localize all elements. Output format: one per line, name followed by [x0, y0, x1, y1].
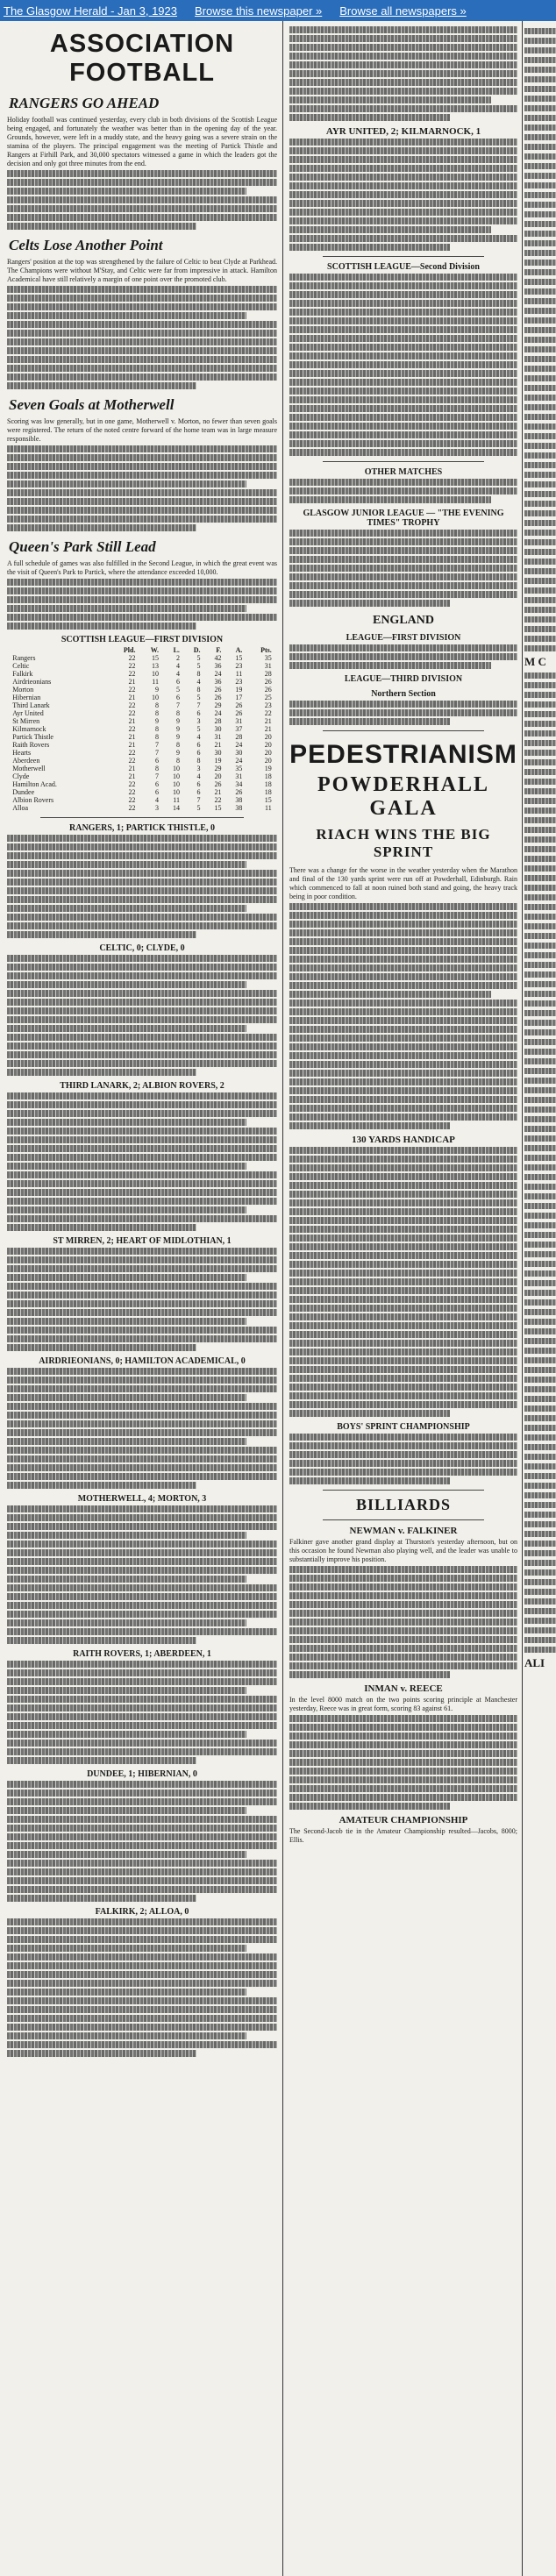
- match-report-heading: CELTIC, 0; CLYDE, 0: [99, 943, 185, 953]
- table-cell: 17: [235, 694, 243, 701]
- table-cell: 15: [214, 804, 222, 812]
- column-middle: [288, 25, 519, 2576]
- match-report-heading: RAITH ROVERS, 1; ABERDEEN, 1: [73, 1649, 211, 1659]
- subhead-queens-park: Queen's Park Still Lead: [9, 538, 156, 555]
- table-cell: 21: [128, 741, 136, 749]
- table-cell: 23: [264, 701, 272, 709]
- table-cell: 31: [235, 717, 243, 725]
- table-cell: 22: [128, 709, 136, 717]
- table-cell: 15: [151, 654, 159, 662]
- table-cell: 30: [214, 749, 222, 757]
- table-cell: 5: [196, 804, 201, 812]
- table-cell: 22: [128, 670, 136, 678]
- table-cell: Raith Rovers: [12, 741, 50, 749]
- table-cell: 19: [264, 765, 272, 772]
- table-cell: 38: [235, 804, 243, 812]
- table-cell: 21: [264, 725, 272, 733]
- table-cell: 6: [196, 741, 201, 749]
- table-cell: 22: [128, 788, 136, 796]
- table-cell: 26: [235, 788, 243, 796]
- table-cell: 26: [264, 678, 272, 686]
- table-cell: 10: [151, 670, 159, 678]
- table-row: [11, 772, 274, 780]
- table-header: A.: [235, 646, 243, 654]
- table-cell: Falkirk: [12, 670, 33, 678]
- table-cell: 35: [264, 654, 272, 662]
- match-report-heading: FALKIRK, 2; ALLOA, 0: [95, 1907, 189, 1917]
- table-cell: 30: [235, 749, 243, 757]
- table-cell: 5: [196, 654, 201, 662]
- table-cell: Alloa: [12, 804, 29, 812]
- table-cell: 22: [128, 749, 136, 757]
- table-cell: 19: [214, 757, 222, 765]
- table-cell: 4: [175, 662, 180, 670]
- match-report-heading: MOTHERWELL, 4; MORTON, 3: [77, 1494, 207, 1504]
- table-cell: 2: [175, 654, 180, 662]
- clipped-heading: M C: [524, 655, 546, 668]
- table-cell: 3: [196, 717, 201, 725]
- table-header: Pld.: [123, 646, 136, 654]
- table-cell: 20: [264, 757, 272, 765]
- table-cell: 31: [214, 733, 222, 741]
- table-cell: 9: [175, 725, 180, 733]
- table-cell: 23: [235, 662, 243, 670]
- table-row: [11, 749, 274, 757]
- league-table-title: SCOTTISH LEAGUE—FIRST DIVISION: [61, 635, 224, 644]
- table-cell: 3: [154, 804, 159, 812]
- table-cell: 9: [175, 733, 180, 741]
- table-cell: 10: [151, 694, 159, 701]
- table-cell: 22: [128, 725, 136, 733]
- table-cell: 22: [264, 709, 272, 717]
- table-cell: 22: [128, 780, 136, 788]
- subhead-seven-goals: Seven Goals at Motherwell: [9, 396, 175, 413]
- table-cell: 4: [154, 796, 159, 804]
- table-cell: 21: [128, 765, 136, 772]
- table-cell: 31: [264, 662, 272, 670]
- table-cell: 21: [128, 694, 136, 701]
- second-division-table-title: SCOTTISH LEAGUE—Second Division: [327, 262, 480, 272]
- table-cell: 14: [172, 804, 180, 812]
- headline-association-football: ASSOCIATION FOOTBALL: [49, 30, 235, 87]
- table-header: L.: [173, 646, 180, 654]
- table-cell: 18: [264, 780, 272, 788]
- table-cell: 6: [154, 757, 159, 765]
- junior-league-heading: GLASGOW JUNIOR LEAGUE — "THE EVENING TIMES" TROPHY: [303, 509, 504, 528]
- table-cell: 36: [214, 678, 222, 686]
- table-cell: 8: [175, 757, 180, 765]
- table-cell: 8: [196, 686, 201, 694]
- table-cell: 26: [214, 686, 222, 694]
- table-cell: 35: [235, 765, 243, 772]
- table-cell: 7: [154, 749, 159, 757]
- table-cell: 23: [235, 678, 243, 686]
- table-cell: 22: [128, 701, 136, 709]
- table-cell: 21: [214, 741, 222, 749]
- article-paragraph: A full schedule of games was also fulfilled in the Second League, in which the great event was the visit of Queen's Park to Partick, where the attendance exceeded 10,000.: [7, 559, 277, 576]
- article-paragraph: Falkiner gave another grand display at Thurston's yesterday afternoon, but on this occasion he found Newman also playing well, and the leader was unable to substantially improve his position.: [289, 1538, 517, 1563]
- match-report-heading: THIRD LANARK, 2; ALBION ROVERS, 2: [60, 1081, 225, 1091]
- table-cell: Hibernian: [12, 694, 41, 701]
- table-cell: Rangers: [12, 654, 36, 662]
- table-cell: 22: [128, 796, 136, 804]
- table-cell: 9: [175, 749, 180, 757]
- newspaper-title-link[interactable]: The Glasgow Herald - Jan 3, 1923: [4, 4, 177, 18]
- table-row: [11, 694, 274, 701]
- column-right-clipped: [524, 25, 556, 2576]
- table-cell: 5: [196, 662, 201, 670]
- table-cell: Kilmarnock: [12, 725, 46, 733]
- table-cell: 11: [173, 796, 180, 804]
- table-cell: 24: [235, 757, 243, 765]
- table-cell: 28: [235, 733, 243, 741]
- table-cell: 18: [264, 788, 272, 796]
- table-header: [11, 646, 106, 654]
- table-cell: 22: [128, 686, 136, 694]
- table-row: [11, 757, 274, 765]
- table-cell: 7: [154, 741, 159, 749]
- table-cell: Celtic: [12, 662, 30, 670]
- table-cell: Hearts: [12, 749, 32, 757]
- table-cell: 8: [154, 701, 159, 709]
- table-cell: 8: [154, 733, 159, 741]
- table-cell: 24: [235, 741, 243, 749]
- column-rule: [282, 21, 283, 2576]
- table-cell: 18: [264, 772, 272, 780]
- table-cell: 4: [175, 670, 180, 678]
- table-row: [11, 725, 274, 733]
- riach-subheadline: RIACH WINS THE BIG SPRINT: [316, 826, 491, 860]
- article-paragraph: The Second-Jacob tie in the Amateur Championship resulted—Jacobs, 8000; Ellis.: [289, 1827, 517, 1844]
- table-cell: 34: [235, 780, 243, 788]
- table-cell: 6: [196, 780, 201, 788]
- article-paragraph: Rangers' position at the top was strengthened by the failure of Celtic to beat Clyde at Parkhead. The Champions were without M'Stay, and Celtic were far from impressive in attack. Hamilton Academical have still relatively a margin of one point over the promoted club.: [7, 258, 277, 283]
- table-cell: 21: [128, 733, 136, 741]
- table-row: [11, 804, 274, 812]
- table-cell: 8: [175, 741, 180, 749]
- table-cell: 37: [235, 725, 243, 733]
- table-cell: 20: [264, 749, 272, 757]
- table-cell: 10: [172, 772, 180, 780]
- table-cell: 8: [154, 709, 159, 717]
- table-cell: Albion Rovers: [12, 796, 54, 804]
- table-header: F.: [216, 646, 222, 654]
- table-cell: 21: [264, 717, 272, 725]
- table-cell: 6: [154, 788, 159, 796]
- table-cell: 13: [151, 662, 159, 670]
- match-report-heading: ST MIRREN, 2; HEART OF MIDLOTHIAN, 1: [53, 1236, 232, 1246]
- table-cell: 22: [128, 804, 136, 812]
- table-cell: 11: [265, 804, 272, 812]
- table-cell: 6: [196, 788, 201, 796]
- powderhall-headline: POWDERHALL GALA: [317, 773, 489, 820]
- table-cell: 21: [128, 678, 136, 686]
- table-cell: Hamilton Acad.: [12, 780, 57, 788]
- table-cell: 19: [235, 686, 243, 694]
- table-cell: 9: [154, 686, 159, 694]
- table-row: [11, 765, 274, 772]
- column-rule: [522, 21, 523, 2576]
- table-cell: 9: [175, 717, 180, 725]
- table-row: [11, 717, 274, 725]
- table-cell: 11: [235, 670, 243, 678]
- england-subheading: LEAGUE—FIRST DIVISION: [346, 633, 461, 643]
- england-subheading: LEAGUE—THIRD DIVISION: [344, 674, 463, 684]
- table-cell: 8: [175, 709, 180, 717]
- table-header: D.: [193, 646, 201, 654]
- table-row: [11, 796, 274, 804]
- article-paragraph: In the level 8000 match on the two points scoring principle at Manchester yesterday, Reece was in great form, scoring 83 against 61.: [289, 1696, 517, 1712]
- table-cell: 8: [154, 765, 159, 772]
- table-cell: 24: [214, 709, 222, 717]
- table-row: [11, 788, 274, 796]
- table-cell: 6: [175, 694, 180, 701]
- table-cell: 11: [152, 678, 159, 686]
- table-cell: 22: [128, 662, 136, 670]
- browse-this-newspaper-link[interactable]: Browse this newspaper »: [195, 4, 323, 18]
- table-row: [11, 741, 274, 749]
- table-cell: 28: [264, 670, 272, 678]
- column-left: [5, 25, 279, 2576]
- table-header: Pts.: [260, 646, 272, 654]
- league-table: [11, 646, 274, 812]
- england-heading: ENGLAND: [372, 614, 434, 627]
- table-cell: 7: [175, 701, 180, 709]
- table-cell: 22: [214, 796, 222, 804]
- table-cell: 9: [154, 717, 159, 725]
- table-cell: 25: [264, 694, 272, 701]
- table-row: [11, 662, 274, 670]
- table-cell: 26: [235, 701, 243, 709]
- table-cell: Motherwell: [12, 765, 46, 772]
- clipped-heading: ALI: [524, 1656, 545, 1669]
- table-cell: 29: [214, 765, 222, 772]
- pedestrianism-headline: PEDESTRIANISM: [289, 740, 517, 769]
- boys-sprint-heading: BOYS' SPRINT CHAMPIONSHIP: [337, 1422, 470, 1432]
- table-row: [11, 678, 274, 686]
- table-cell: 8: [196, 757, 201, 765]
- table-cell: 20: [264, 741, 272, 749]
- table-cell: 6: [196, 709, 201, 717]
- table-cell: 4: [196, 772, 201, 780]
- table-cell: 3: [196, 765, 201, 772]
- table-cell: 22: [128, 757, 136, 765]
- table-cell: 42: [214, 654, 222, 662]
- table-cell: 8: [196, 670, 201, 678]
- article-paragraph: Holiday football was continued yesterday, every club in both divisions of the Scottish League being engaged, and fortunately the weather was better than in the opening day of the year. Grounds, however, were left in a muddy state, and the heavy going was a severe strain on the stamina of the players. The principal engagement was the meeting of Partick Thistle and Rangers at Firhill Park, and 30,000 spectators witnessed a game in which the leaders got the decision and only got three minutes from the end.: [7, 116, 277, 167]
- subhead-rangers-go-ahead: RANGERS GO AHEAD: [9, 95, 160, 111]
- table-cell: 24: [214, 670, 222, 678]
- table-cell: Ayr United: [12, 709, 44, 717]
- table-cell: 28: [214, 717, 222, 725]
- billiards-headline: BILLIARDS: [355, 1496, 452, 1513]
- article-paragraph: There was a change for the worse in the weather yesterday when the Marathon and final of the 130 yards sprint were run off at Powderhall, Edinburgh. Rain which commenced to fall at noon ruined both stand and going, the heavy track being in poor condition.: [289, 866, 517, 900]
- table-row: [11, 654, 274, 662]
- table-row: [11, 701, 274, 709]
- table-row: [11, 686, 274, 694]
- table-cell: 22: [128, 654, 136, 662]
- table-cell: 30: [214, 725, 222, 733]
- table-cell: 7: [196, 701, 201, 709]
- table-cell: 26: [214, 780, 222, 788]
- match-report-heading: AIRDRIEONIANS, 0; HAMILTON ACADEMICAL, 0: [39, 1356, 246, 1366]
- table-cell: 20: [214, 772, 222, 780]
- table-row: [11, 733, 274, 741]
- table-cell: 8: [154, 725, 159, 733]
- table-cell: 26: [264, 686, 272, 694]
- billiards-subheading: NEWMAN v. FALKINER: [349, 1526, 458, 1536]
- table-cell: 36: [214, 662, 222, 670]
- match-heading: AYR UNITED, 2; KILMARNOCK, 1: [325, 126, 481, 137]
- table-cell: 4: [196, 678, 201, 686]
- billiards-subheading: INMAN v. REECE: [364, 1683, 443, 1694]
- handicap-heading: 130 YARDS HANDICAP: [352, 1135, 455, 1145]
- table-cell: Third Lanark: [12, 701, 50, 709]
- table-cell: 15: [264, 796, 272, 804]
- other-matches-heading: OTHER MATCHES: [364, 467, 443, 477]
- table-cell: 6: [196, 749, 201, 757]
- table-cell: 5: [196, 725, 201, 733]
- table-cell: 26: [235, 709, 243, 717]
- table-cell: 7: [154, 772, 159, 780]
- table-cell: 10: [172, 780, 180, 788]
- table-cell: 26: [214, 694, 222, 701]
- table-cell: 21: [128, 772, 136, 780]
- amateur-championship-heading: AMATEUR CHAMPIONSHIP: [339, 1815, 468, 1825]
- table-row: [11, 780, 274, 788]
- table-cell: St Mirren: [12, 717, 40, 725]
- table-cell: 5: [196, 694, 201, 701]
- table-cell: Partick Thistle: [12, 733, 53, 741]
- england-subheading: Northern Section: [371, 689, 436, 699]
- table-cell: Clyde: [12, 772, 30, 780]
- subhead-celts-lose: Celts Lose Another Point: [9, 237, 163, 253]
- table-cell: Airdrieonians: [12, 678, 52, 686]
- article-paragraph: Scoring was low generally, but in one game, Motherwell v. Morton, no fewer than seven goals were registered. The return of the noted centre forward of the home team was in large measure responsible.: [7, 417, 277, 443]
- table-cell: 10: [172, 765, 180, 772]
- table-cell: 6: [175, 678, 180, 686]
- table-cell: Aberdeen: [12, 757, 40, 765]
- table-cell: 38: [235, 796, 243, 804]
- table-cell: Dundee: [12, 788, 35, 796]
- table-cell: Morton: [12, 686, 34, 694]
- browse-all-newspapers-link[interactable]: Browse all newspapers »: [339, 4, 467, 18]
- table-cell: 21: [128, 717, 136, 725]
- table-cell: 10: [172, 788, 180, 796]
- table-row: [11, 670, 274, 678]
- match-report-heading: RANGERS, 1; PARTICK THISTLE, 0: [69, 823, 215, 833]
- table-cell: 31: [235, 772, 243, 780]
- table-cell: 5: [175, 686, 180, 694]
- table-cell: 21: [214, 788, 222, 796]
- table-row: [11, 709, 274, 717]
- table-header: W.: [150, 646, 159, 654]
- table-cell: 29: [214, 701, 222, 709]
- browser-topbar: [0, 0, 556, 21]
- table-cell: 4: [196, 733, 201, 741]
- table-cell: 6: [154, 780, 159, 788]
- table-cell: 15: [235, 654, 243, 662]
- table-cell: 20: [264, 733, 272, 741]
- table-cell: 7: [196, 796, 201, 804]
- match-report-heading: DUNDEE, 1; HIBERNIAN, 0: [87, 1769, 197, 1779]
